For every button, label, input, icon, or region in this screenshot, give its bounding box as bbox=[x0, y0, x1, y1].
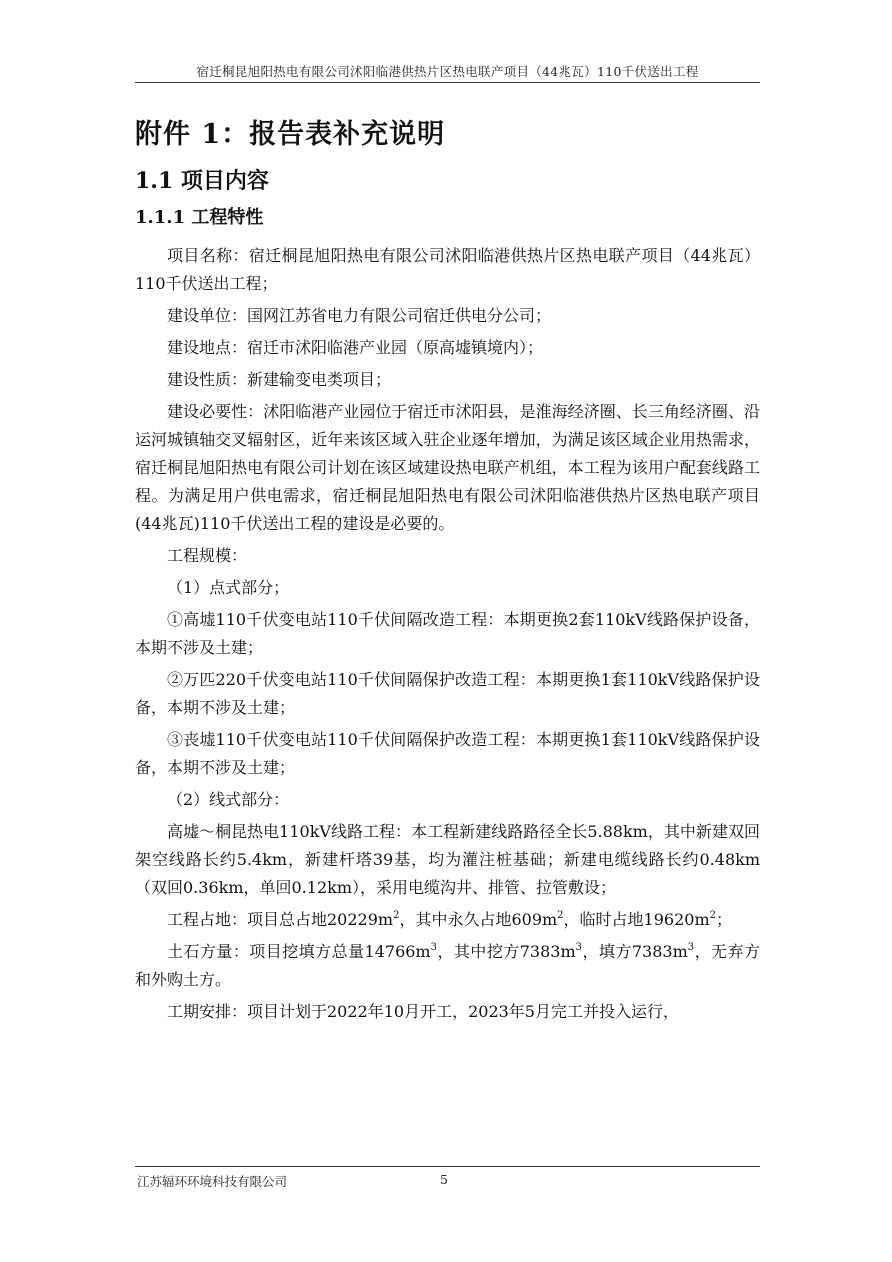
subsection-heading: 1.1.1 工程特性 bbox=[135, 207, 264, 228]
land-text-b: ，其中永久占地609m bbox=[399, 910, 558, 929]
earth-text-c: ，填方7383m bbox=[582, 942, 688, 961]
land-text-c: ，临时占地19620m bbox=[563, 910, 710, 929]
superscript: 2 bbox=[709, 909, 716, 921]
item3-paragraph: ③丧墟110千伏变电站110千伏间隔保护改造工程：本期更换1套110kV线路保护设备，本期不涉及土建； bbox=[135, 730, 760, 777]
earth-text-b: ，其中挖方7383m bbox=[436, 942, 576, 961]
section-heading: 1.1 项目内容 bbox=[135, 168, 269, 194]
land-text-a: 工程占地：项目总占地20229m bbox=[167, 910, 394, 929]
project-name-paragraph: 项目名称：宿迁桐昆旭阳热电有限公司沭阳临港供热片区热电联产项目（44兆瓦）110千伏送出工程； bbox=[135, 246, 760, 293]
superscript: 3 bbox=[430, 941, 437, 953]
footer-rule bbox=[135, 1166, 760, 1167]
land-text-d: ； bbox=[716, 910, 733, 929]
superscript: 2 bbox=[393, 909, 400, 921]
item2-paragraph: ②万匹220千伏变电站110千伏间隔保护改造工程：本期更换1套110kV线路保护设备，本期不涉及土建； bbox=[135, 670, 760, 717]
point-part-paragraph: （1）点式部分； bbox=[167, 578, 290, 597]
document-body bbox=[135, 242, 760, 1030]
header-rule bbox=[135, 82, 760, 83]
superscript: 3 bbox=[687, 941, 695, 953]
earth-text-d: ，无弃方和外购土方。 bbox=[135, 942, 760, 989]
earth-text-a: 土石方量：项目挖填方总量14766m bbox=[167, 942, 431, 961]
superscript: 3 bbox=[575, 941, 583, 953]
running-header: 宿迁桐昆旭阳热电有限公司沭阳临港供热片区热电联产项目（44兆瓦）110千伏送出工程 bbox=[196, 64, 699, 79]
page-number: 5 bbox=[440, 1172, 448, 1187]
nature-paragraph: 建设性质：新建输变电类项目； bbox=[167, 370, 392, 389]
location-paragraph: 建设地点：宿迁市沭阳临港产业园（原高墟镇境内）； bbox=[167, 338, 544, 357]
appendix-title: 附件 1：报告表补充说明 bbox=[135, 119, 446, 150]
land-paragraph bbox=[135, 906, 760, 934]
builder-paragraph: 建设单位：国网江苏省电力有限公司宿迁供电分公司； bbox=[167, 306, 552, 325]
item1-paragraph: ①高墟110千伏变电站110千伏间隔改造工程：本期更换2套110kV线路保护设备，本期不涉及土建； bbox=[135, 610, 760, 657]
earthwork-paragraph bbox=[135, 938, 760, 994]
line-detail-paragraph: 高墟～桐昆热电110kV线路工程：本工程新建线路路径全长5.88km，其中新建双回架空线路长约5.4km，新建杆塔39基，均为灌注桩基础；新建电缆线路长约0.48km（双回0.36km，单回0.12km），采用电缆沟井、排管、拉管敷设； bbox=[135, 822, 760, 897]
scale-paragraph: 工程规模： bbox=[167, 546, 248, 565]
superscript: 2 bbox=[557, 909, 564, 921]
necessity-paragraph: 建设必要性：沭阳临港产业园位于宿迁市沭阳县，是淮海经济圈、长三角经济圈、沿运河城镇轴交叉辐射区，近年来该区域入驻企业逐年增加，为满足该区域企业用热需求，宿迁桐昆旭阳热电有限公司计划在该区域建设热电联产机组，本工程为该用户配套线路工程。为满足用户供电需求，宿迁桐昆旭阳热电有限公司沭阳临港供热片区热电联产项目(44兆瓦)110千伏送出工程的建设是必要的。 bbox=[135, 402, 760, 533]
schedule-paragraph: 工期安排：项目计划于2022年10月开工，2023年5月完工并投入运行， bbox=[167, 1002, 679, 1021]
line-part-paragraph: （2）线式部分： bbox=[167, 790, 290, 809]
footer-company: 江苏辐环环境科技有限公司 bbox=[137, 1174, 288, 1189]
